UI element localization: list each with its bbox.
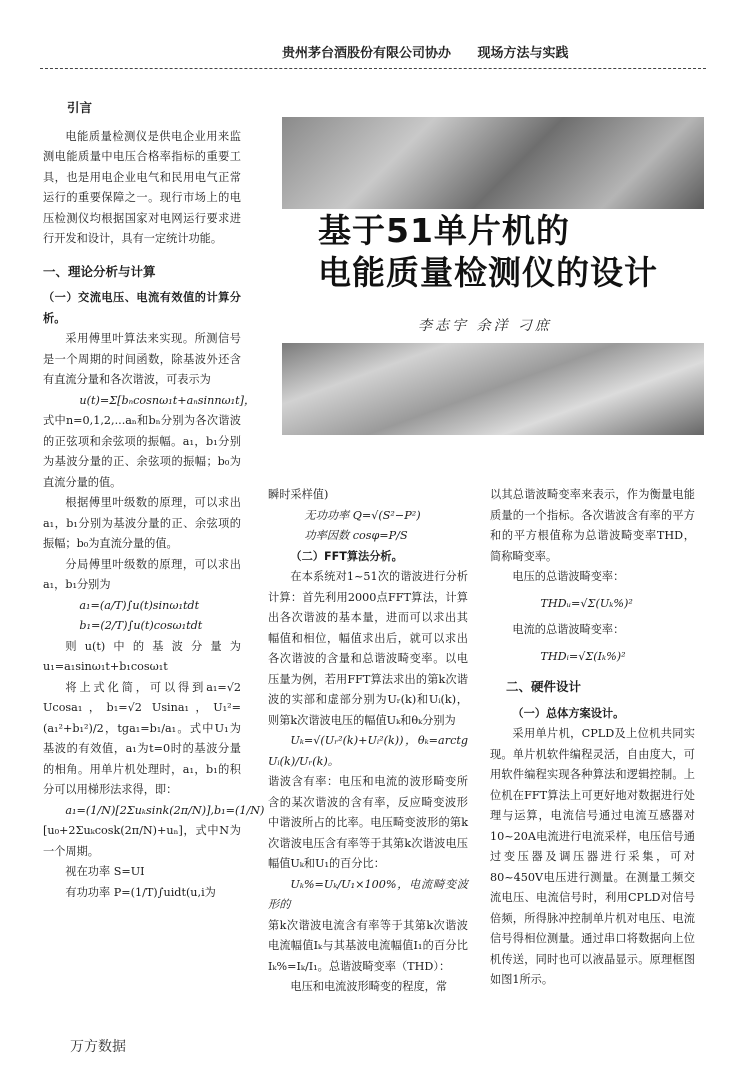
- intro-heading: 引言: [67, 100, 93, 115]
- col2-equation-4: Uₖ%=Uₖ/U₁×100%，电流畸变波形的: [268, 877, 468, 911]
- photo-middle-strip: [282, 343, 704, 435]
- col3-paragraph-2: 电压的总谐波畸变率：: [512, 570, 625, 583]
- col2-paragraph-3: 谐波含有率：电压和电流的波形畸变所含的某次谐波的含有率，反应畸变波形中谐波所占的比率。电压畸变波形的第k次谐波电压含有率等于其第k次谐波电压幅值Uₖ和U₁的百分比：: [268, 775, 468, 870]
- col1-paragraph-8: 视在功率 S=UI: [65, 865, 145, 878]
- col1-equation-3: b₁=(2/T)∫u(t)cosω₁tdt: [79, 619, 203, 632]
- column-3: [490, 485, 695, 991]
- intro-paragraph: 电能质量检测仪是供电企业用来监测电能质量中电压合格率指标的重要工具，也是用电企业电气和民用电气正常运行的重要保障之一。现行市场上的电压检测仪均根据国家对电网运行要求进行开发和设计，具有一定统计功能。: [43, 129, 241, 245]
- col2-sub-heading: （二）FFT算法分析。: [290, 549, 403, 563]
- col3-equation-1: THDᵤ=√Σ(Uₖ%)²: [540, 596, 633, 610]
- col3-equation-2: THDᵢ=√Σ(Iₖ%)²: [540, 649, 626, 663]
- header-column: 现场方法与实践: [477, 46, 569, 61]
- col1-paragraph-1: 采用傅里叶算法来实现。所测信号是一个周期的时间函数，除基波外还含有直流分量和各次谐波，可表示为: [43, 332, 241, 386]
- col3-paragraph-4: 采用单片机，CPLD及上位机共同实现。单片机软件编程灵活，自由度大，可用软件编程实现各种算法和逻辑控制。上位机在FFT算法上可更好地对数据进行处理与运算，电流信号通过电流互感器对10~20A电流进行电流采样，电压信号通过变压器及调压器进行采集，可对80~450V电压进行测量。在测量工频交流电压、电流信号时，利用CPLD对信号倍频，所得脉冲控制单片机对电压、电流信号得相位测量。通过串口将数据向上位机传送，同时也可以液晶显示。原理框图如图1所示。: [490, 727, 695, 986]
- col1-paragraph-3: 根据傅里叶级数的原理，可以求出a₁，b₁分别为基波分量的正、余弦项的振幅；b₀为直流分量的值。: [43, 496, 241, 550]
- col2-equation-3: Uₖ=√(Uᵣ²(k)+Uᵢ²(k))，θₖ=arctg Uᵢ(k)/Uᵣ(k)。: [268, 734, 468, 768]
- col2-paragraph-5: 电压和电流波形畸变的程度，常: [290, 980, 448, 993]
- col1-equation-1: u(t)=Σ[bₙcosnω₁t+aₙsinnω₁t]，: [79, 393, 256, 407]
- col3-paragraph-3: 电流的总谐波畸变率：: [512, 623, 625, 636]
- column-1: [43, 98, 265, 903]
- header-rule: [40, 68, 706, 69]
- column-2: [268, 485, 468, 998]
- col2-paragraph-1: 瞬时采样值): [268, 488, 329, 501]
- col2-equation-1: 无功功率 Q=√(S²−P²): [304, 508, 421, 522]
- section-2-heading: 二、硬件设计: [506, 679, 582, 694]
- running-header: [282, 42, 702, 61]
- section-2-sub-1: （一）总体方案设计。: [512, 706, 625, 720]
- col2-paragraph-2: 在本系统对1~51次的谐波进行分析计算：首先利用2000点FFT算法，计算出各次谐波的基本量，进而可以求出其幅值和相位，幅值求出后，就可以求出各次谐波的含量和总谐波畸变率。以电压量为例，若用FFT算法求出的第k次谐波的实部和虚部分别为Uᵣ(k)和Uᵢ(k)，则第k次谐波电压的幅值Uₖ和θₖ分别为: [268, 570, 468, 727]
- col1-paragraph-2: 式中n=0,1,2,...aₙ和bₙ分别为各次谐波的正弦项和余弦项的振幅。a₁，b₁分别为基波分量的正、余弦项的振幅；b₀为直流分量的值。: [43, 414, 241, 489]
- col1-paragraph-4: 分局傅里叶级数的原理，可以求出a₁，b₁分别为: [43, 557, 241, 591]
- photo-top-strip: [282, 117, 704, 209]
- title-line-2: 电能质量检测仪的设计: [318, 253, 658, 292]
- section-1-sub-1: （一）交流电压、电流有效值的计算分析。: [43, 291, 241, 325]
- footer-watermark: 万方数据: [70, 1039, 126, 1055]
- col2-equation-2: 功率因数 cosφ=P/S: [304, 529, 408, 542]
- col1-paragraph-7: [u₀+2Σuₖcosk(2π/N)+uₙ]，式中N为一个周期。: [43, 824, 241, 858]
- col3-paragraph-1: 以其总谐波畸变率来表示，作为衡量电能质量的一个指标。各次谐波含有率的平方和的平方根值称为总谐波畸变率THD，简称畸变率。: [490, 488, 695, 563]
- header-publisher: 贵州茅台酒股份有限公司协办: [282, 46, 452, 61]
- col1-paragraph-5: 则u(t)中的基波分量为u₁=a₁sinω₁t+b₁cosω₁t: [43, 639, 241, 673]
- col1-paragraph-9: 有功功率 P=(1/T)∫uidt(u,i为: [65, 885, 216, 899]
- section-1-heading: 一、理论分析与计算: [43, 263, 156, 279]
- col1-equation-4: a₁=(1/N)[2Σuₖsink(2π/N)],b₁=(1/N): [65, 803, 265, 817]
- col1-equation-2: a₁=(a/T)∫u(t)sinω₁tdt: [79, 598, 200, 612]
- title-line-1: 基于51单片机的: [318, 211, 570, 250]
- article-title: [318, 210, 708, 294]
- col2-paragraph-4: 第k次谐波电流含有率等于其第k次谐波电流幅值Iₖ与其基波电流幅值I₁的百分比Iₖ%=Iₖ/I₁。总谐波畸变率（THD）：: [268, 918, 468, 973]
- article-authors: 李志宇 余洋 刁庶: [418, 318, 552, 334]
- col1-paragraph-6: 将上式化简，可以得到a₁=√2 Ucosa₁，b₁=√2 Usina₁，U₁²=(a₁²+b₁²)/2，tga₁=b₁/a₁。式中U₁为基波的有效值，a₁为t=0时的基波分量的相角。用单片机处理时，a₁，b₁的积分可以用梯形法求得，即：: [43, 680, 241, 796]
